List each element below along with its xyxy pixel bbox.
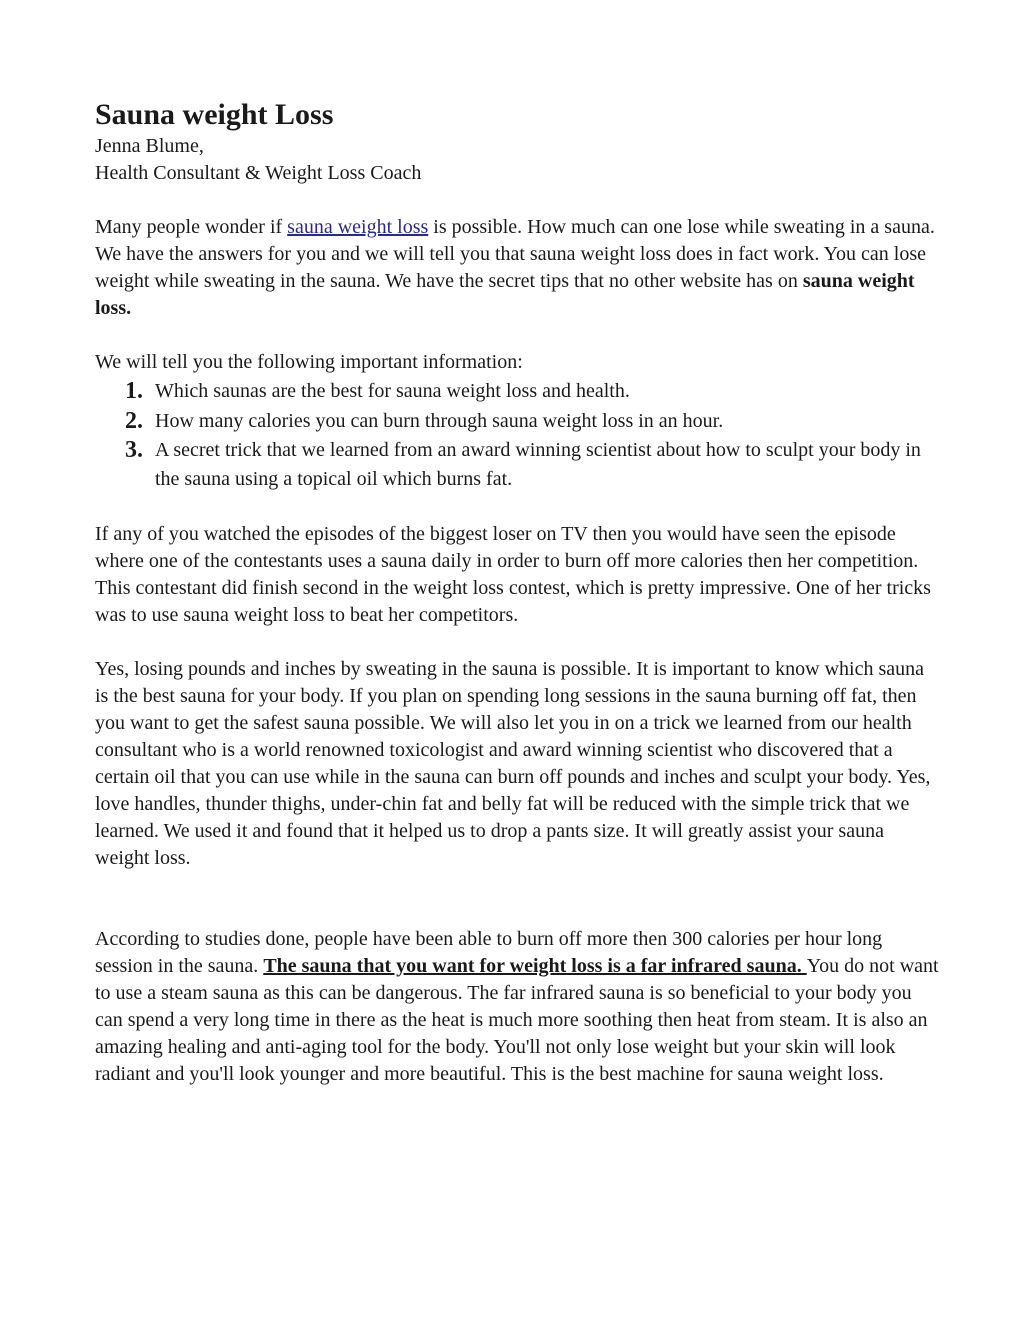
far-infrared-emphasis: The sauna that you want for weight loss is a far infrared sauna. bbox=[263, 955, 807, 977]
list-item bbox=[95, 406, 940, 436]
intro-bold-phrase: sauna weight loss. bbox=[95, 270, 915, 319]
spacer bbox=[95, 629, 940, 656]
studies-paragraph bbox=[95, 926, 940, 1088]
yes-paragraph: Yes, losing pounds and inches by sweating in the sauna is possible. It is important to know which sauna is the best sauna for your body. If you plan on spending long sessions in the sauna burning off fat, then you want to get the safest sauna possible. We will also let you in on a trick we learned from our health consultant who is a world renowned toxicologist and award winning scientist who discovered that a certain oil that you can use while in the sauna can burn off pounds and inches and sculpt your body. Yes, love handles, thunder thighs, under-chin fat and belly fat will be reduced with the simple trick that we learned. We used it and found that it helped us to drop a pants size. It will greatly assist your sauna weight loss. bbox=[95, 658, 931, 869]
list-item-text: Which saunas are the best for sauna weight loss and health. bbox=[155, 380, 630, 402]
list-item bbox=[95, 376, 940, 406]
studies-text-end: You do not want to use a steam sauna as this can be dangerous. The far infrared sauna is so beneficial to your body you can spend a very long time in there as the heat is much more soothing then heat from steam. It is also an amazing healing and anti-aging tool for the body. You'll not only lose weight but your skin will look radiant and you'll look younger and more beautiful. This is the best machine for sauna weight loss. bbox=[95, 955, 939, 1085]
document-page bbox=[95, 97, 940, 1088]
author-role: Health Consultant & Weight Loss Coach bbox=[95, 162, 422, 184]
tv-paragraph: If any of you watched the episodes of the biggest loser on TV then you would have seen the episode where one of the contestants uses a sauna daily in order to burn off more calories then her competition. This contestant did finish second in the weight loss contest, which is pretty impressive. One of her tricks was to use sauna weight loss to beat her competitors. bbox=[95, 523, 931, 626]
list-intro: We will tell you the following important information: bbox=[95, 351, 523, 373]
list-item-text: How many calories you can burn through sauna weight loss in an hour. bbox=[155, 410, 724, 432]
spacer bbox=[95, 187, 940, 214]
author-name: Jenna Blume, bbox=[95, 135, 204, 157]
spacer bbox=[95, 322, 940, 349]
intro-paragraph bbox=[95, 214, 940, 322]
list-item-number: 3. bbox=[125, 437, 143, 463]
list-item-number: 1. bbox=[125, 378, 143, 404]
sauna-weight-loss-link[interactable]: sauna weight loss bbox=[287, 216, 429, 238]
spacer bbox=[95, 872, 940, 926]
intro-text-middle: is possible. How much can one lose while sweating in a sauna. We have the answers for you and we will tell you that sauna weight loss does in fact work. You can lose weight while sweating in the sauna. We have the secret tips that no other website has on bbox=[95, 216, 935, 292]
list-item-text: A secret trick that we learned from an award winning scientist about how to sculpt your body in the sauna using a topical oil which burns fat. bbox=[155, 439, 921, 490]
list-item bbox=[95, 436, 940, 494]
studies-text-start: According to studies done, people have been able to burn off more then 300 calories per hour long session in the sauna. bbox=[95, 928, 883, 977]
intro-text-start: Many people wonder if bbox=[95, 216, 288, 238]
list-item-number: 2. bbox=[125, 408, 143, 434]
document-title: Sauna weight Loss bbox=[95, 98, 334, 131]
info-list bbox=[95, 376, 940, 494]
spacer bbox=[95, 494, 940, 521]
